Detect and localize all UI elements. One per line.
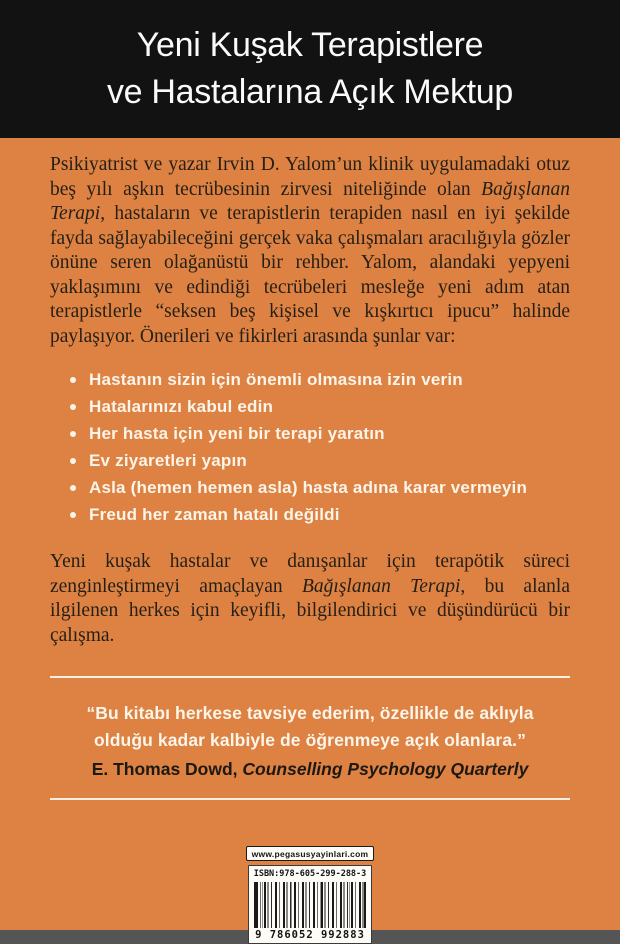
isbn-label: ISBN:978-605-299-288-3 xyxy=(253,869,367,879)
divider-line xyxy=(50,676,570,678)
list-item: Hastanın sizin için önemli olmasına izin verin xyxy=(70,366,570,393)
review-attribution xyxy=(50,756,570,782)
outro-text-end: , bu alanla ilgilenen herkes için keyifli, bilgilendirici ve düşündürücü bir çalışma. xyxy=(50,575,570,646)
outro-text-start: Yeni kuşak hastalar ve danışanlar için terapötik süreci zenginleştirmeyi amaçlayan xyxy=(50,551,570,597)
intro-paragraph xyxy=(50,153,570,349)
title-line-1: Yeni Kuşak Terapistlere xyxy=(136,26,484,64)
barcode-block xyxy=(248,865,372,944)
title-line-2: ve Hastalarına Açık Mektup xyxy=(106,73,514,111)
barcode-bars xyxy=(254,882,366,928)
publisher-website: www.pegasusyayinlari.com xyxy=(246,846,375,861)
title-band xyxy=(0,0,620,138)
outro-paragraph xyxy=(50,550,570,648)
list-item: Asla (hemen hemen asla) hasta adına karar vermeyin xyxy=(70,474,570,501)
reviewer-name: E. Thomas Dowd, xyxy=(91,759,243,779)
book-title-italic: Bağışlanan Terapi xyxy=(302,575,461,597)
intro-text-start: Psikiyatrist ve yazar Irvin D. Yalom’un klinik uygulamadaki otuz beş yılı aşkın tecrübesinin zirvesi niteliğinde olan xyxy=(50,154,570,200)
cover-content xyxy=(0,153,620,944)
list-item: Her hasta için yeni bir terapi yaratın xyxy=(70,420,570,447)
tips-list xyxy=(70,366,570,528)
publisher-footer xyxy=(50,846,570,944)
intro-text-end: , hastaların ve terapistlerin terapiden nasıl en iyi şekilde fayda sağlayabileceğini gerçek vaka çalışmaları aracılığıyla gözler önüne seren olağanüstü bir rehber. Yalom, alandaki yepyeni yaklaşımını ve edindiği tecrübeleri mesleğe yeni adım atan terapistlerle “seksen beş kişisel ve kışkırtıcı ipucu” halinde paylaşıyor. Önerileri ve fikirleri arasında şunlar var: xyxy=(50,203,570,347)
review-source: Counselling Psychology Quarterly xyxy=(242,759,529,779)
book-title-italic: Bağışlanan Terapi xyxy=(50,178,570,224)
list-item: Freud her zaman hatalı değildi xyxy=(70,501,570,528)
review-quote: “Bu kitabı herkese tavsiye ederim, özellikle de aklıyla olduğu kadar kalbiyle de öğrenmeye açık olanlara.” xyxy=(86,703,534,750)
barcode-number: 9 786052 992883 xyxy=(255,929,365,941)
list-item: Hatalarınızı kabul edin xyxy=(70,393,570,420)
divider-line xyxy=(50,798,570,800)
list-item: Ev ziyaretleri yapın xyxy=(70,447,570,474)
